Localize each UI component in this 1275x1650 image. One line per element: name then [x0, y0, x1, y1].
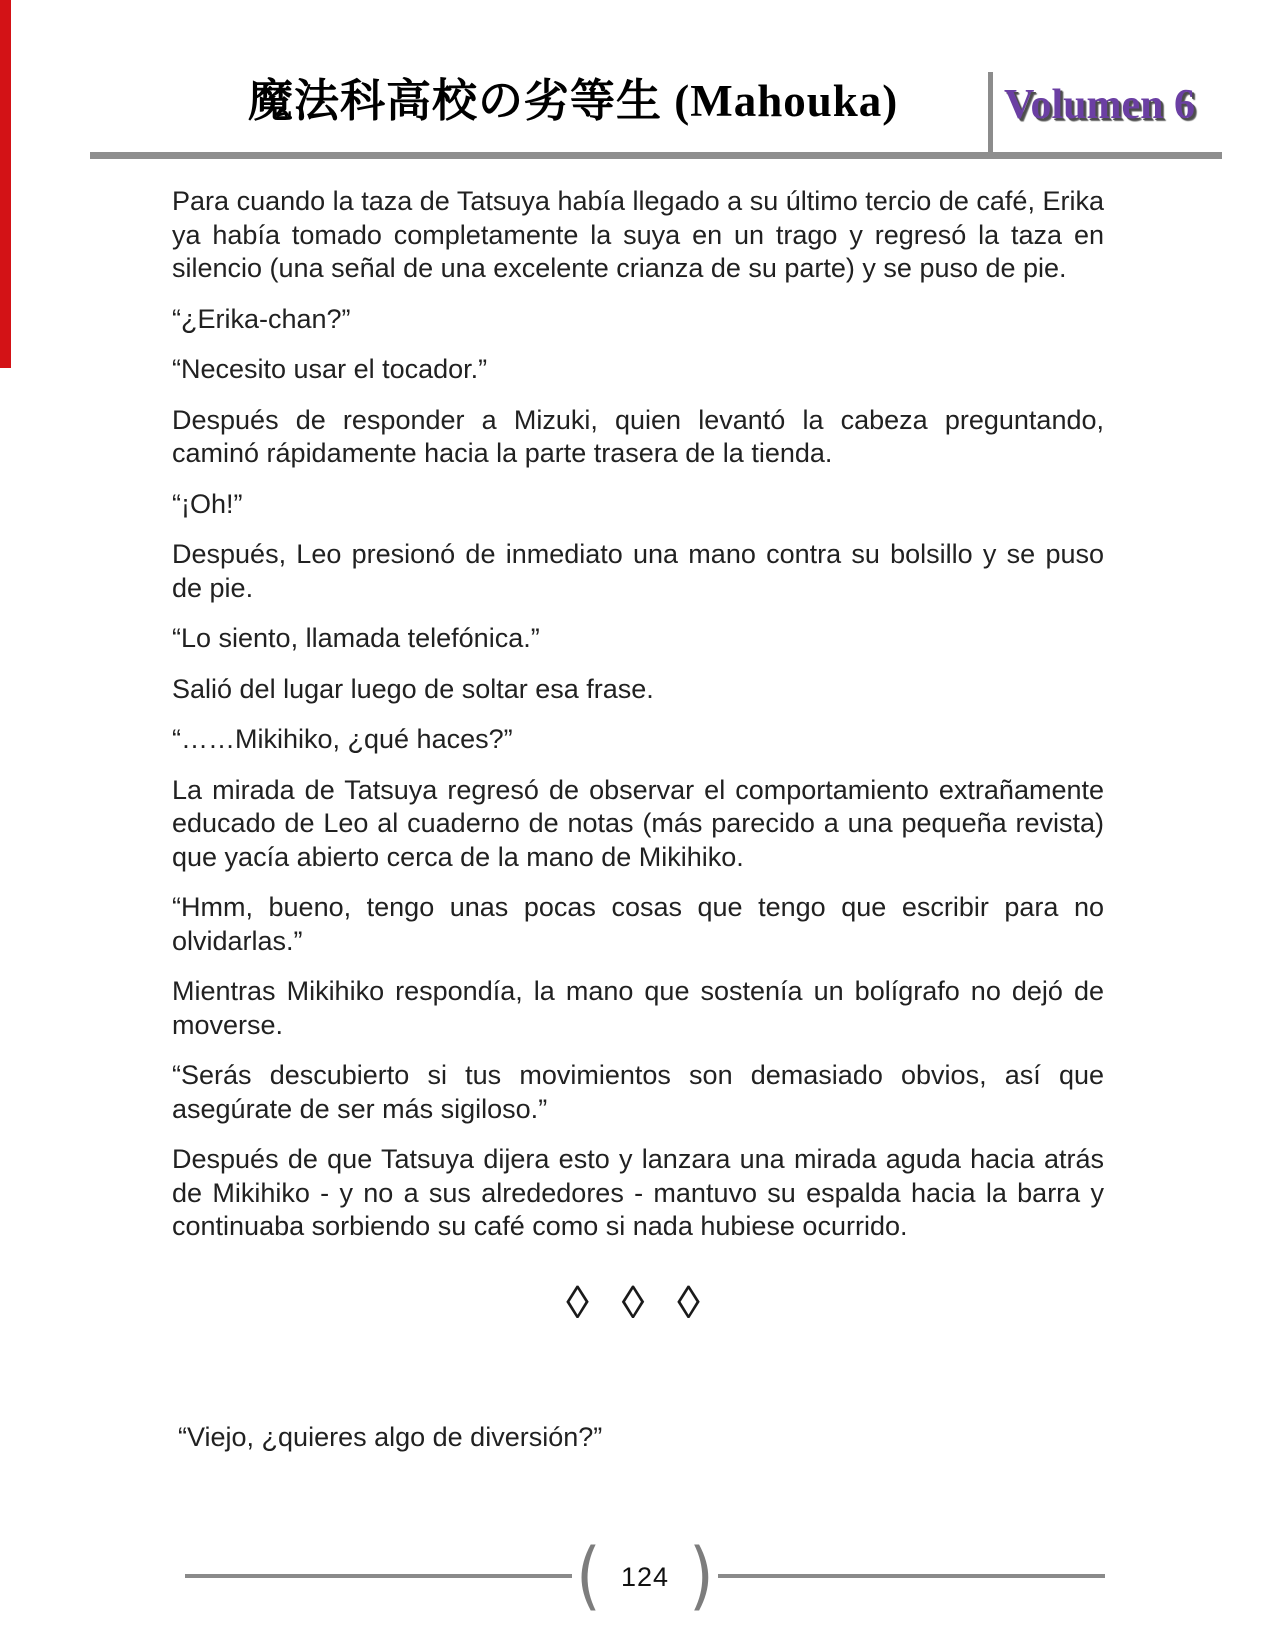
paragraph: Mientras Mikihiko respondía, la mano que sostenía un bolígrafo no dejó de moverse.	[172, 976, 1104, 1040]
volume-label: Volumen 6	[1004, 82, 1195, 128]
paragraph: Después, Leo presionó de inmediato una mano contra su bolsillo y se puso de pie.	[172, 539, 1104, 603]
paragraph: Salió del lugar luego de soltar esa frase.	[172, 673, 654, 704]
page-footer	[185, 1533, 1105, 1619]
page-number-bracket-left: (	[576, 1533, 601, 1619]
paragraph: La mirada de Tatsuya regresó de observar el comportamiento extrañamente educado de Leo al cuaderno de notas (más parecido a una pequeña revista) que yacía abierto cerca de la mano de Mikihiko.	[172, 774, 1104, 872]
footer-line-right	[718, 1574, 1105, 1578]
paragraph: “Necesito usar el tocador.”	[172, 354, 488, 384]
paragraph: “Hmm, bueno, tengo unas pocas cosas que tengo que escribir para no olvidarlas.”	[172, 892, 1104, 956]
body-text-column	[172, 185, 1104, 1471]
paragraph: Después de responder a Mizuki, quien levantó la cabeza preguntando, caminó rápidamente hacia la parte trasera de la tienda.	[172, 404, 1104, 468]
paragraph: “……Mikihiko, ¿qué haces?”	[172, 724, 513, 754]
page-number-bracket-right: )	[689, 1533, 714, 1619]
paragraph: Para cuando la taza de Tatsuya había llegado a su último tercio de café, Erika ya había tomado completamente la suya en un trago y regresó la taza en silencio (una señal de una excelente crianza de su parte) y se puso de pie.	[172, 186, 1104, 283]
page-number: 124	[620, 1561, 670, 1592]
paragraph: “Lo siento, llamada telefónica.”	[172, 623, 540, 653]
bookmark-ribbon	[0, 0, 11, 368]
paragraph: “Viejo, ¿quieres algo de diversión?”	[178, 1421, 603, 1452]
page-title	[248, 76, 898, 126]
footer-line-left	[185, 1574, 572, 1578]
paragraph: “¿Erika-chan?”	[172, 303, 351, 334]
paragraph: “¡Oh!”	[172, 488, 243, 519]
volume-divider-bar	[988, 72, 993, 159]
page-title-romaji: (Mahouka)	[662, 76, 899, 126]
scene-divider: ◊ ◊ ◊	[566, 1275, 710, 1328]
paragraph: “Serás descubierto si tus movimientos son demasiado obvios, así que asegúrate de ser más sigiloso.”	[172, 1060, 1104, 1124]
header-rule	[90, 152, 1222, 159]
paragraph: Después de que Tatsuya dijera esto y lanzara una mirada aguda hacia atrás de Mikihiko - y no a sus alrededores - mantuvo su espalda hacia la barra y continuaba sorbiendo su café como si nada hubiese ocurrido.	[172, 1144, 1104, 1241]
page-title-japanese: 魔法科高校の劣等生	[248, 76, 663, 126]
